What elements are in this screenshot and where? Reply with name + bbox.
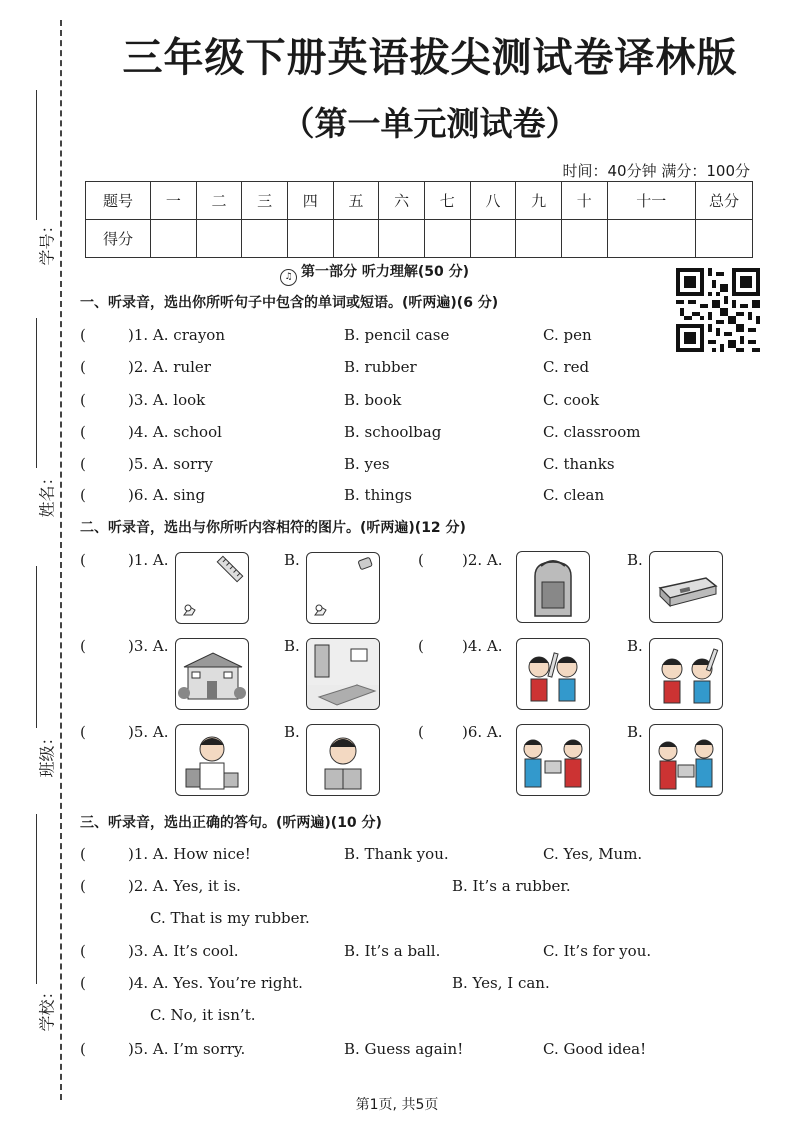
score-table bbox=[85, 181, 753, 258]
s2-question-label: )4. A. bbox=[462, 637, 503, 655]
schoolbag-picture[interactable] bbox=[516, 551, 590, 623]
s3-question-2 bbox=[0, 877, 794, 899]
children-icon bbox=[650, 725, 722, 795]
option-b: B. Yes, I can. bbox=[452, 974, 550, 992]
option-a: )1. A. How nice! bbox=[128, 845, 251, 863]
section-3-title: 三、听录音，选出正确的答句。(听两遍)(10 分) bbox=[80, 815, 382, 831]
option-c: C. Yes, Mum. bbox=[543, 845, 643, 863]
part-heading bbox=[280, 261, 469, 286]
student-no-label: 学号： bbox=[37, 217, 57, 266]
bedroom-picture[interactable] bbox=[306, 638, 380, 710]
option-b: B. It’s a rubber. bbox=[452, 877, 571, 895]
pencil-case-icon bbox=[650, 552, 722, 622]
s3-question-2-cont bbox=[0, 909, 794, 931]
pencil-case-picture[interactable] bbox=[649, 551, 723, 623]
name-label: 姓名： bbox=[37, 469, 57, 518]
score-header-cell: 十一 bbox=[607, 182, 695, 220]
score-cell[interactable] bbox=[151, 220, 197, 258]
option-c: C. Good idea! bbox=[543, 1040, 647, 1058]
score-header-cell: 二 bbox=[196, 182, 242, 220]
option-a: )3. A. look bbox=[128, 391, 206, 409]
student-no-line bbox=[36, 90, 37, 220]
boy-with-bag-picture[interactable] bbox=[175, 724, 249, 796]
answer-paren[interactable]: ( bbox=[418, 723, 424, 741]
option-c: C. It’s for you. bbox=[543, 942, 652, 960]
s3-question-4 bbox=[0, 974, 794, 996]
two-kids-ruler-b-picture[interactable] bbox=[649, 638, 723, 710]
section-1-title: 一、听录音，选出你所听句子中包含的单词或短语。(听两遍)(6 分) bbox=[80, 295, 499, 311]
s1-question-2 bbox=[0, 358, 794, 380]
score-header-cell: 总分 bbox=[696, 182, 753, 220]
answer-paren[interactable]: ( bbox=[80, 942, 86, 960]
boy-reading-icon bbox=[307, 725, 379, 795]
schoolbag-icon bbox=[517, 552, 589, 622]
option-b: B. things bbox=[344, 486, 413, 504]
option-c: C. That is my rubber. bbox=[150, 909, 310, 927]
option-b: B. pencil case bbox=[344, 326, 450, 344]
boy-reading-picture[interactable] bbox=[306, 724, 380, 796]
option-b-label: B. bbox=[627, 637, 643, 655]
score-header-cell: 三 bbox=[242, 182, 288, 220]
time-info: 时间：40分钟 满分：100分 bbox=[562, 162, 750, 180]
part-heading-text: 第一部分 听力理解(50 分) bbox=[301, 264, 470, 280]
children-icon bbox=[517, 725, 589, 795]
option-a: )2. A. Yes, it is. bbox=[128, 877, 241, 895]
score-header-cell: 四 bbox=[287, 182, 333, 220]
page-subtitle: （第一单元测试卷） bbox=[281, 104, 579, 143]
giving-book-picture[interactable] bbox=[516, 724, 590, 796]
class-field[interactable] bbox=[14, 566, 57, 778]
page-footer: 第1页, 共5页 bbox=[355, 1097, 439, 1113]
two-kids-ruler-picture[interactable] bbox=[516, 638, 590, 710]
score-header-cell: 五 bbox=[333, 182, 379, 220]
answer-paren[interactable]: ( bbox=[80, 877, 86, 895]
bedroom-icon bbox=[307, 639, 379, 709]
option-b: B. yes bbox=[344, 455, 390, 473]
option-c: C. classroom bbox=[543, 423, 641, 441]
answer-paren[interactable]: ( bbox=[80, 1040, 86, 1058]
student-no-field[interactable] bbox=[14, 90, 57, 270]
children-icon bbox=[517, 639, 589, 709]
answer-paren[interactable]: ( bbox=[80, 358, 86, 376]
headphones-icon: ♫ bbox=[280, 269, 297, 286]
option-a: )4. A. school bbox=[128, 423, 222, 441]
answer-paren[interactable]: ( bbox=[80, 455, 86, 473]
score-header-cell: 九 bbox=[516, 182, 562, 220]
option-a: )6. A. sing bbox=[128, 486, 206, 504]
answer-paren[interactable]: ( bbox=[80, 723, 86, 741]
option-b: B. It’s a ball. bbox=[344, 942, 441, 960]
answer-paren[interactable]: ( bbox=[80, 486, 86, 504]
ruler-icon bbox=[176, 553, 248, 623]
option-c: C. red bbox=[543, 358, 590, 376]
option-a: )5. A. I’m sorry. bbox=[128, 1040, 246, 1058]
giving-book-b-picture[interactable] bbox=[649, 724, 723, 796]
option-a: )1. A. crayon bbox=[128, 326, 225, 344]
score-cell[interactable] bbox=[561, 220, 607, 258]
score-cell[interactable] bbox=[696, 220, 753, 258]
option-b-label: B. bbox=[284, 723, 300, 741]
s1-question-6 bbox=[0, 486, 794, 508]
s2-question-label: )6. A. bbox=[462, 723, 503, 741]
rubber-icon bbox=[307, 553, 379, 623]
option-b: B. schoolbag bbox=[344, 423, 442, 441]
score-cell[interactable] bbox=[516, 220, 562, 258]
answer-paren[interactable]: ( bbox=[418, 551, 424, 569]
school-building-picture[interactable] bbox=[175, 638, 249, 710]
school-label: 学校： bbox=[37, 983, 57, 1032]
score-cell[interactable] bbox=[424, 220, 470, 258]
score-header-cell: 十 bbox=[561, 182, 607, 220]
score-cell[interactable] bbox=[333, 220, 379, 258]
option-b: B. Thank you. bbox=[344, 845, 449, 863]
ruler-picture[interactable] bbox=[175, 552, 249, 624]
score-row-label: 得分 bbox=[86, 220, 151, 258]
score-cell[interactable] bbox=[379, 220, 425, 258]
option-c: C. thanks bbox=[543, 455, 615, 473]
score-header-row bbox=[86, 182, 753, 220]
score-header-cell: 七 bbox=[424, 182, 470, 220]
option-a: )5. A. sorry bbox=[128, 455, 213, 473]
option-a: )4. A. Yes. You’re right. bbox=[128, 974, 303, 992]
option-b-label: B. bbox=[284, 637, 300, 655]
option-c: C. cook bbox=[543, 391, 600, 409]
option-a: )2. A. ruler bbox=[128, 358, 211, 376]
class-label: 班级： bbox=[37, 729, 57, 778]
score-cell[interactable] bbox=[470, 220, 516, 258]
score-cell[interactable] bbox=[196, 220, 242, 258]
rubber-picture[interactable] bbox=[306, 552, 380, 624]
s3-question-3 bbox=[0, 942, 794, 964]
s3-question-5 bbox=[0, 1040, 794, 1062]
answer-paren[interactable]: ( bbox=[80, 637, 86, 655]
score-cell[interactable] bbox=[607, 220, 695, 258]
boy-icon bbox=[176, 725, 248, 795]
option-b-label: B. bbox=[627, 551, 643, 569]
score-input-row bbox=[86, 220, 753, 258]
option-b-label: B. bbox=[284, 551, 300, 569]
class-line bbox=[36, 566, 37, 728]
score-header-cell: 题号 bbox=[86, 182, 151, 220]
option-c: C. pen bbox=[543, 326, 592, 344]
s1-question-4 bbox=[0, 423, 794, 445]
page-title: 三年级下册英语拔尖测试卷译林版 bbox=[122, 35, 738, 81]
score-header-cell: 八 bbox=[470, 182, 516, 220]
answer-paren[interactable]: ( bbox=[80, 326, 86, 344]
score-header-cell: 一 bbox=[151, 182, 197, 220]
answer-paren[interactable]: ( bbox=[80, 423, 86, 441]
option-c: C. clean bbox=[543, 486, 605, 504]
s3-question-4-cont bbox=[0, 1006, 794, 1028]
answer-paren[interactable]: ( bbox=[80, 845, 86, 863]
s1-question-3 bbox=[0, 391, 794, 413]
score-cell[interactable] bbox=[287, 220, 333, 258]
option-b: B. book bbox=[344, 391, 402, 409]
s2-question-label: )2. A. bbox=[462, 551, 503, 569]
school-building-icon bbox=[176, 639, 248, 709]
score-cell[interactable] bbox=[242, 220, 288, 258]
option-c: C. No, it isn’t. bbox=[150, 1006, 256, 1024]
s1-question-5 bbox=[0, 455, 794, 477]
s3-question-1 bbox=[0, 845, 794, 867]
option-b-label: B. bbox=[627, 723, 643, 741]
option-a: )3. A. It’s cool. bbox=[128, 942, 239, 960]
answer-paren[interactable]: ( bbox=[80, 551, 86, 569]
option-b: B. rubber bbox=[344, 358, 417, 376]
s2-question-label: )1. A. bbox=[128, 551, 169, 569]
answer-paren[interactable]: ( bbox=[80, 391, 86, 409]
score-header-cell: 六 bbox=[379, 182, 425, 220]
option-b: B. Guess again! bbox=[344, 1040, 464, 1058]
binding-dashed-line bbox=[60, 20, 62, 1100]
s2-question-label: )3. A. bbox=[128, 637, 169, 655]
section-2-title: 二、听录音，选出与你所听内容相符的图片。(听两遍)(12 分) bbox=[80, 520, 466, 536]
children-icon bbox=[650, 639, 722, 709]
s1-question-1 bbox=[0, 326, 794, 348]
s2-question-label: )5. A. bbox=[128, 723, 169, 741]
answer-paren[interactable]: ( bbox=[80, 974, 86, 992]
answer-paren[interactable]: ( bbox=[418, 637, 424, 655]
